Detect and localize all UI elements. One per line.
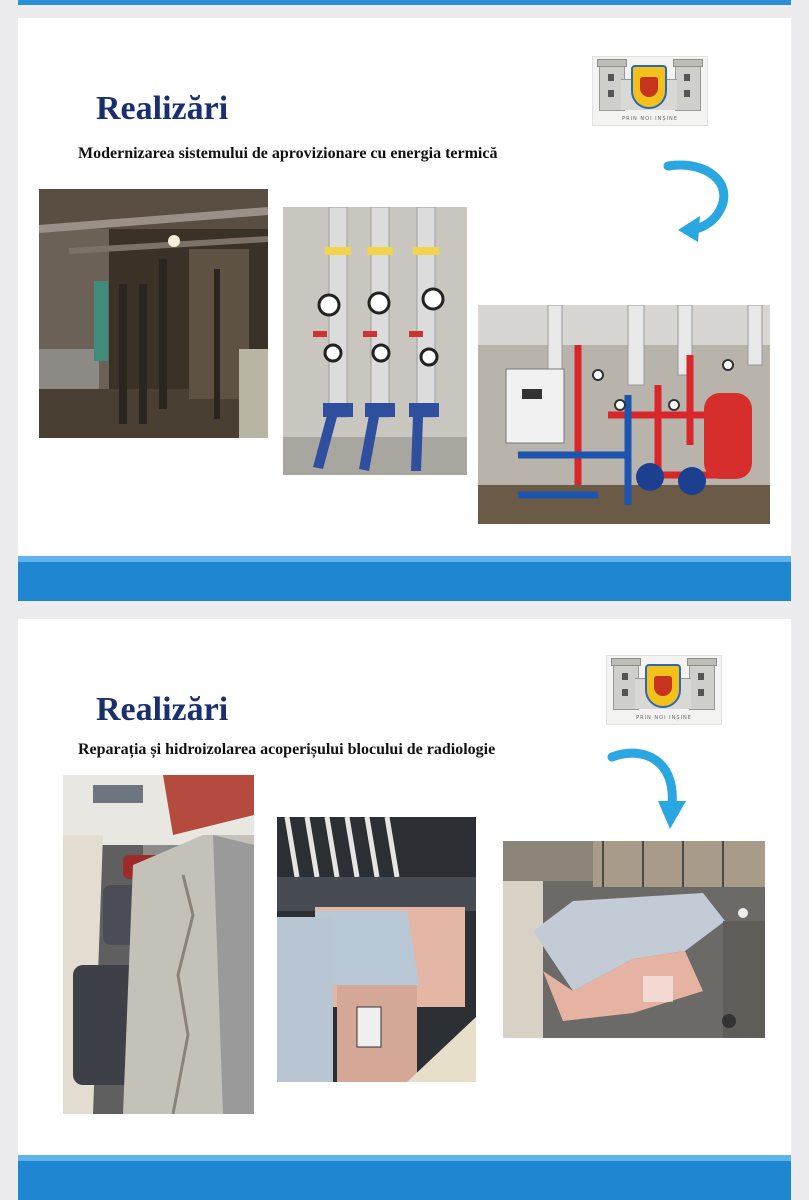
- slide-roof-repair: [18, 619, 791, 1200]
- chisinau-coat-of-arms-logo: [606, 655, 722, 725]
- roof-during-repair-photo: [277, 817, 476, 1082]
- logo-motto: PRIN NOI ÎNȘINE: [636, 715, 692, 721]
- slide-footer-bar: [18, 556, 791, 601]
- curved-arrow-icon: [656, 158, 736, 242]
- slide-subtitle: Modernizarea sistemului de aprovizionare cu energia termică: [78, 145, 498, 162]
- slide-title: Realizări: [96, 90, 229, 127]
- boiler-room-before-photo: [39, 189, 268, 438]
- curved-arrow-icon: [606, 743, 686, 831]
- logo-motto: PRIN NOI ÎNȘINE: [622, 116, 678, 122]
- previous-slide-footer: [18, 0, 791, 5]
- renovated-roof-photo: [503, 841, 765, 1038]
- slide-heating-modernization: [18, 18, 791, 601]
- slide-title: Realizări: [96, 691, 229, 728]
- damaged-parapet-photo: [63, 775, 254, 1114]
- pipes-with-gauges-photo: [283, 207, 467, 475]
- chisinau-coat-of-arms-logo: [592, 56, 708, 126]
- slide-footer-bar: [18, 1155, 791, 1200]
- slide-subtitle: Reparația și hidroizolarea acoperișului blocului de radiologie: [78, 741, 496, 758]
- new-heating-station-photo: [478, 305, 770, 524]
